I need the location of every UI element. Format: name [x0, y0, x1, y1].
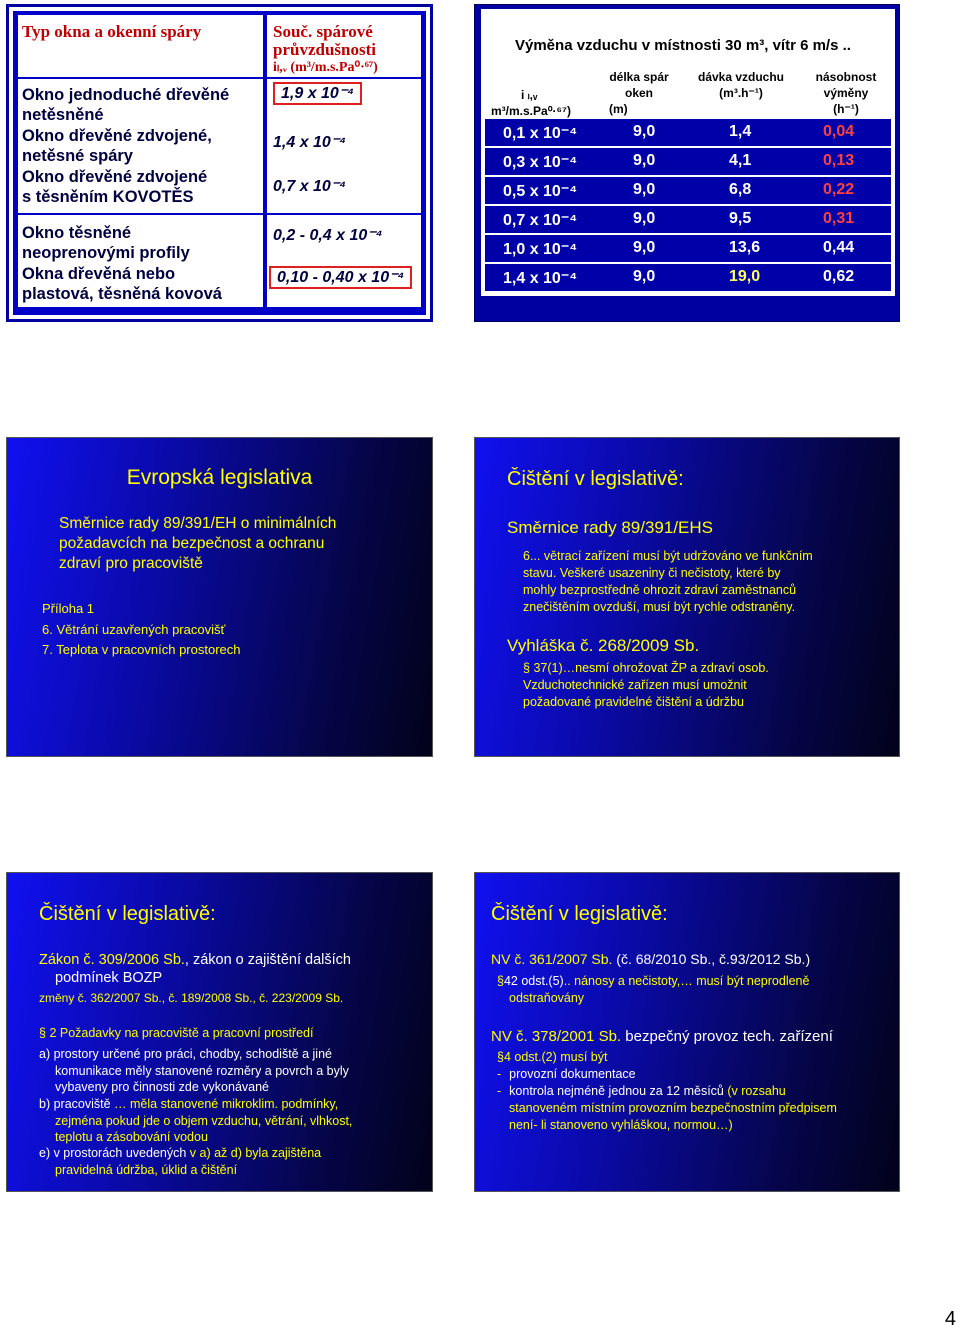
row-5-value: 0,10 - 0,40 x 10⁻⁴ — [269, 267, 412, 287]
section-symbol-icon: § — [523, 661, 530, 675]
divider — [267, 77, 421, 79]
table-row — [485, 119, 891, 146]
decree-quote: § 37(1)…nesmí ohrožovat ŽP a zdraví osob. Vzduchotechnické zařízen musí umožnit požadované pravidelné čištění a údržbu — [523, 661, 769, 709]
window-type-column — [18, 15, 263, 307]
header-air-dose: dávka vzduchu (m³.h⁻¹) — [697, 70, 785, 100]
dash-marker: - — [497, 1067, 502, 1081]
cell-exchange-rate: 0,31 — [823, 210, 855, 227]
requirement-e: e) v prostorách uvedených v a) až d) byla zajištěna pravidelná údržba, úklid a čištění — [39, 1146, 322, 1177]
cell-gap-length: 9,0 — [633, 152, 656, 169]
cell-exchange-rate: 0,44 — [823, 239, 855, 256]
annex-item-7: 7. Teplota v pracovních prostorech — [42, 642, 241, 657]
row-4-value: 0,2 - 0,4 x 10⁻⁴ — [273, 227, 383, 244]
slide-european-legislation — [6, 437, 433, 757]
cell-air-dose: 4,1 — [729, 152, 752, 169]
row-3-type: Okno dřevěné zdvojené s těsněním KOVOTĚS — [22, 168, 208, 206]
decree-heading: Vyhláška č. 268/2009 Sb. — [507, 636, 700, 655]
cell-exchange-rate: 0,13 — [823, 152, 855, 169]
nv-378-heading: NV č. 378/2001 Sb. bezpečný provoz tech. zařízení — [491, 1028, 833, 1045]
cell-air-dose: 19,0 — [729, 268, 761, 285]
divider — [18, 77, 263, 79]
page-number: 4 — [944, 1308, 956, 1330]
cell-air-dose: 9,5 — [729, 210, 752, 227]
cell-gap-length: 9,0 — [633, 268, 656, 285]
row-3-value: 0,7 x 10⁻⁴ — [273, 178, 347, 195]
cell-air-dose: 6,8 — [729, 181, 752, 198]
column-header-type: Typ okna a okenní spáry — [22, 22, 202, 41]
requirement-b: b) pracoviště … měla stanovené mikroklim. podmínky, zejména pokud jde o objem vzduchu, větrání, vlhkost, teplotu a zásobování vodou — [39, 1097, 353, 1144]
slide-window-types — [6, 4, 433, 322]
slide-cleaning-legislation-2 — [6, 872, 433, 1192]
table-title: Výměna vzduchu v místnosti 30 m³, vítr 6 m/s .. — [515, 37, 851, 54]
cell-gap-length: 9,0 — [633, 181, 656, 198]
table-row — [485, 148, 891, 175]
header-exchange-rate: násobnost výměny (h⁻¹) — [815, 70, 877, 116]
nv-361-heading: NV č. 361/2007 Sb. (č. 68/2010 Sb., č.93/2012 Sb.) — [491, 951, 811, 967]
cell-coefficient: 0,3 x 10⁻⁴ — [503, 154, 578, 171]
slide-air-exchange-table — [474, 4, 900, 322]
cell-exchange-rate: 0,04 — [823, 123, 855, 140]
cell-exchange-rate: 0,22 — [823, 181, 855, 198]
divider — [18, 213, 263, 215]
cell-air-dose: 13,6 — [729, 239, 761, 256]
slide-cleaning-legislation-3 — [474, 872, 900, 1192]
nv-378-text: §4 odst.(2) musí být - provozní dokumentace - kontrola nejméně jednou za 12 měsíců (v rozsahu stanoveném místním provozním bezpečnostním předpisem není- li stanoveno vyhláškou, normou…) — [497, 1050, 837, 1132]
section-symbol-icon: § — [39, 1026, 46, 1040]
header-coefficient: i ₗ,ᵥ m³/m.s.Pa⁰·⁶⁷) — [491, 88, 571, 118]
cell-coefficient: 0,7 x 10⁻⁴ — [503, 212, 578, 229]
slide-title: Evropská legislativa — [126, 466, 313, 489]
section-symbol-icon: § — [497, 974, 504, 988]
column-header-coefficient: Souč. spárové průvzdušnosti iₗ,ᵥ (m³/m.s.Pa⁰·⁶⁷) — [273, 22, 378, 75]
section-heading: § 2 Požadavky na pracoviště a pracovní prostředí — [39, 1026, 314, 1040]
cell-gap-length: 9,0 — [633, 239, 656, 256]
directive-heading: Směrnice rady 89/391/EHS — [507, 518, 713, 537]
table-row — [485, 177, 891, 204]
cell-exchange-rate: 0,62 — [823, 268, 855, 285]
cell-coefficient: 0,1 x 10⁻⁴ — [503, 125, 578, 142]
table-row — [485, 235, 891, 262]
cell-gap-length: 9,0 — [633, 210, 656, 227]
table-row — [485, 206, 891, 233]
slide-frame — [13, 11, 426, 315]
slide-title: Čištění v legislativě: — [507, 468, 684, 490]
annex-item-6: 6. Větrání uzavřených pracovišť — [42, 622, 226, 637]
section-symbol-icon: § — [497, 1050, 504, 1064]
nv-361-text: §42 odst.(5).. nánosy a nečistoty,… musí být neprodleně odstraňovány — [497, 974, 810, 1005]
cell-coefficient: 1,0 x 10⁻⁴ — [503, 241, 578, 258]
row-1-type: Okno jednoduché dřevěné netěsněné — [22, 86, 230, 124]
cell-air-dose: 1,4 — [729, 123, 752, 140]
dash-marker: - — [497, 1084, 502, 1098]
divider — [267, 213, 421, 215]
directive-text: Směrnice rady 89/391/EH o minimálních požadavcích na bezpečnost a ochranu zdraví pro pracoviště — [59, 515, 337, 572]
slide-title: Čištění v legislativě: — [491, 903, 668, 925]
air-exchange-table — [481, 9, 895, 296]
slide-title: Čištění v legislativě: — [39, 903, 216, 925]
slide-cleaning-legislation-1 — [474, 437, 900, 757]
header-gap-length: délka spár oken (m) — [609, 70, 669, 116]
annex-label: Příloha 1 — [42, 601, 95, 616]
cell-coefficient: 0,5 x 10⁻⁴ — [503, 183, 578, 200]
law-changes: změny č. 362/2007 Sb., č. 189/2008 Sb., č. 223/2009 Sb. — [39, 991, 344, 1005]
table-body — [485, 119, 891, 293]
row-4-type: Okno těsněné neoprenovými profily — [22, 224, 190, 262]
cell-coefficient: 1,4 x 10⁻⁴ — [503, 270, 578, 287]
row-2-type: Okno dřevěné zdvojené, netěsné spáry — [22, 127, 212, 165]
row-2-value: 1,4 x 10⁻⁴ — [273, 134, 347, 151]
law-heading: Zákon č. 309/2006 Sb., zákon o zajištění dalších podmínek BOZP — [39, 952, 351, 986]
directive-quote: 6... větrací zařízení musí být udržováno ve funkčním stavu. Veškeré usazeniny či nečistoty, které by mohly bezprostředně ohrozit zdraví zaměstnanců znečištěním ovzduší, musí být rychle odstraněny. — [523, 549, 813, 614]
row-5-type: Okna dřevěná nebo plastová, těsněná kovová — [22, 265, 222, 303]
row-1-value: 1,9 x 10⁻⁴ — [273, 83, 362, 103]
table-row — [485, 264, 891, 291]
requirement-a: a) prostory určené pro práci, chodby, schodiště a jiné komunikace měly stanovené rozměry a povrch a byly vybaveny pro činnosti zde vykonávané — [39, 1047, 349, 1094]
coefficient-column — [267, 15, 421, 307]
cell-gap-length: 9,0 — [633, 123, 656, 140]
